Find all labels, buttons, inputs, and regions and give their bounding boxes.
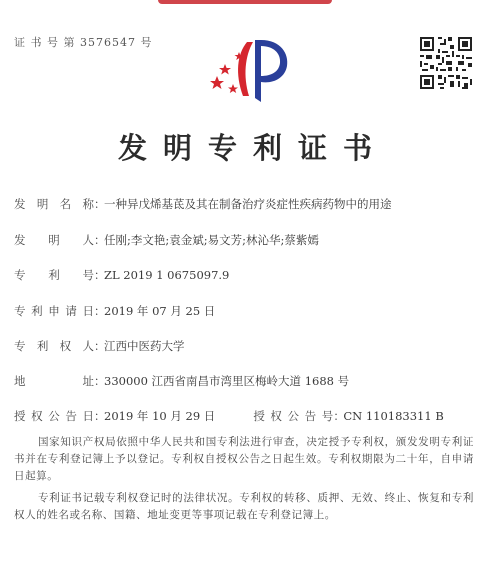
inventors-label: 发明人	[14, 233, 94, 247]
patent-number-label: 专利号	[14, 268, 94, 282]
certificate-number-label: 证 书 号 第	[14, 36, 76, 49]
address-label: 地址	[14, 374, 94, 388]
field-grant-info: 授权公告日 ： 2019 年 10 月 29 日 授权公告号 ： CN 110183311 B	[14, 409, 444, 423]
inventors-value: 任刚;李文艳;袁金斌;易文芳;林沁华;蔡紫嫣	[104, 233, 319, 247]
certificate-number	[14, 34, 153, 50]
field-filing-date: 专利申请日 ： 2019 年 07 月 25 日	[14, 304, 216, 318]
document-title: 发明专利证书	[117, 131, 388, 165]
field-inventors: 发明人 ： 任刚;李文艳;袁金斌;易文芳;林沁华;蔡紫嫣	[14, 233, 319, 247]
field-invention-name: 发明名称 ： 一种异戊烯基茋及其在制备治疗炎症性疾病药物中的用途	[14, 197, 392, 211]
top-seal-stamp	[158, 0, 332, 4]
grant-number-value: CN 110183311 B	[343, 409, 444, 423]
patentee-label: 专利权人	[14, 339, 94, 353]
patent-number-value: ZL 2019 1 0675097.9	[104, 268, 230, 282]
filing-date-value: 2019 年 07 月 25 日	[104, 304, 216, 318]
invention-name-value: 一种异戊烯基茋及其在制备治疗炎症性疾病药物中的用途	[104, 197, 392, 211]
qr-code-icon	[418, 35, 474, 91]
filing-date-label: 专利申请日	[14, 304, 94, 318]
field-patent-number: 专利号 ： ZL 2019 1 0675097.9	[14, 268, 230, 282]
legal-paragraph-1: 国家知识产权局依照中华人民共和国专利法进行审查，决定授予专利权，颁发发明专利证书并在专利登记簿上予以登记。专利权自授权公告之日起生效。专利权期限为二十年，自申请日起算。	[14, 436, 474, 482]
grant-date-value: 2019 年 10 月 29 日	[104, 409, 216, 423]
patentee-value: 江西中医药大学	[104, 339, 185, 353]
grant-number-label: 授权公告号	[253, 409, 334, 423]
grant-date-label: 授权公告日	[14, 409, 94, 423]
certificate-number-suffix: 号	[140, 36, 153, 49]
address-value: 330000 江西省南昌市湾里区梅岭大道 1688 号	[104, 374, 350, 388]
invention-name-label: 发明名称	[14, 197, 94, 211]
field-patentee: 专利权人 ： 江西中医药大学	[14, 339, 185, 353]
certificate-number-value: 3576547	[80, 36, 136, 49]
cnipa-emblem-icon	[203, 32, 293, 106]
field-address: 地址 ： 330000 江西省南昌市湾里区梅岭大道 1688 号	[14, 374, 350, 388]
legal-paragraph-2: 专利证书记载专利权登记时的法律状况。专利权的转移、质押、无效、终止、恢复和专利权人的姓名或名称、国籍、地址变更等事项记载在专利登记簿上。	[14, 492, 474, 521]
